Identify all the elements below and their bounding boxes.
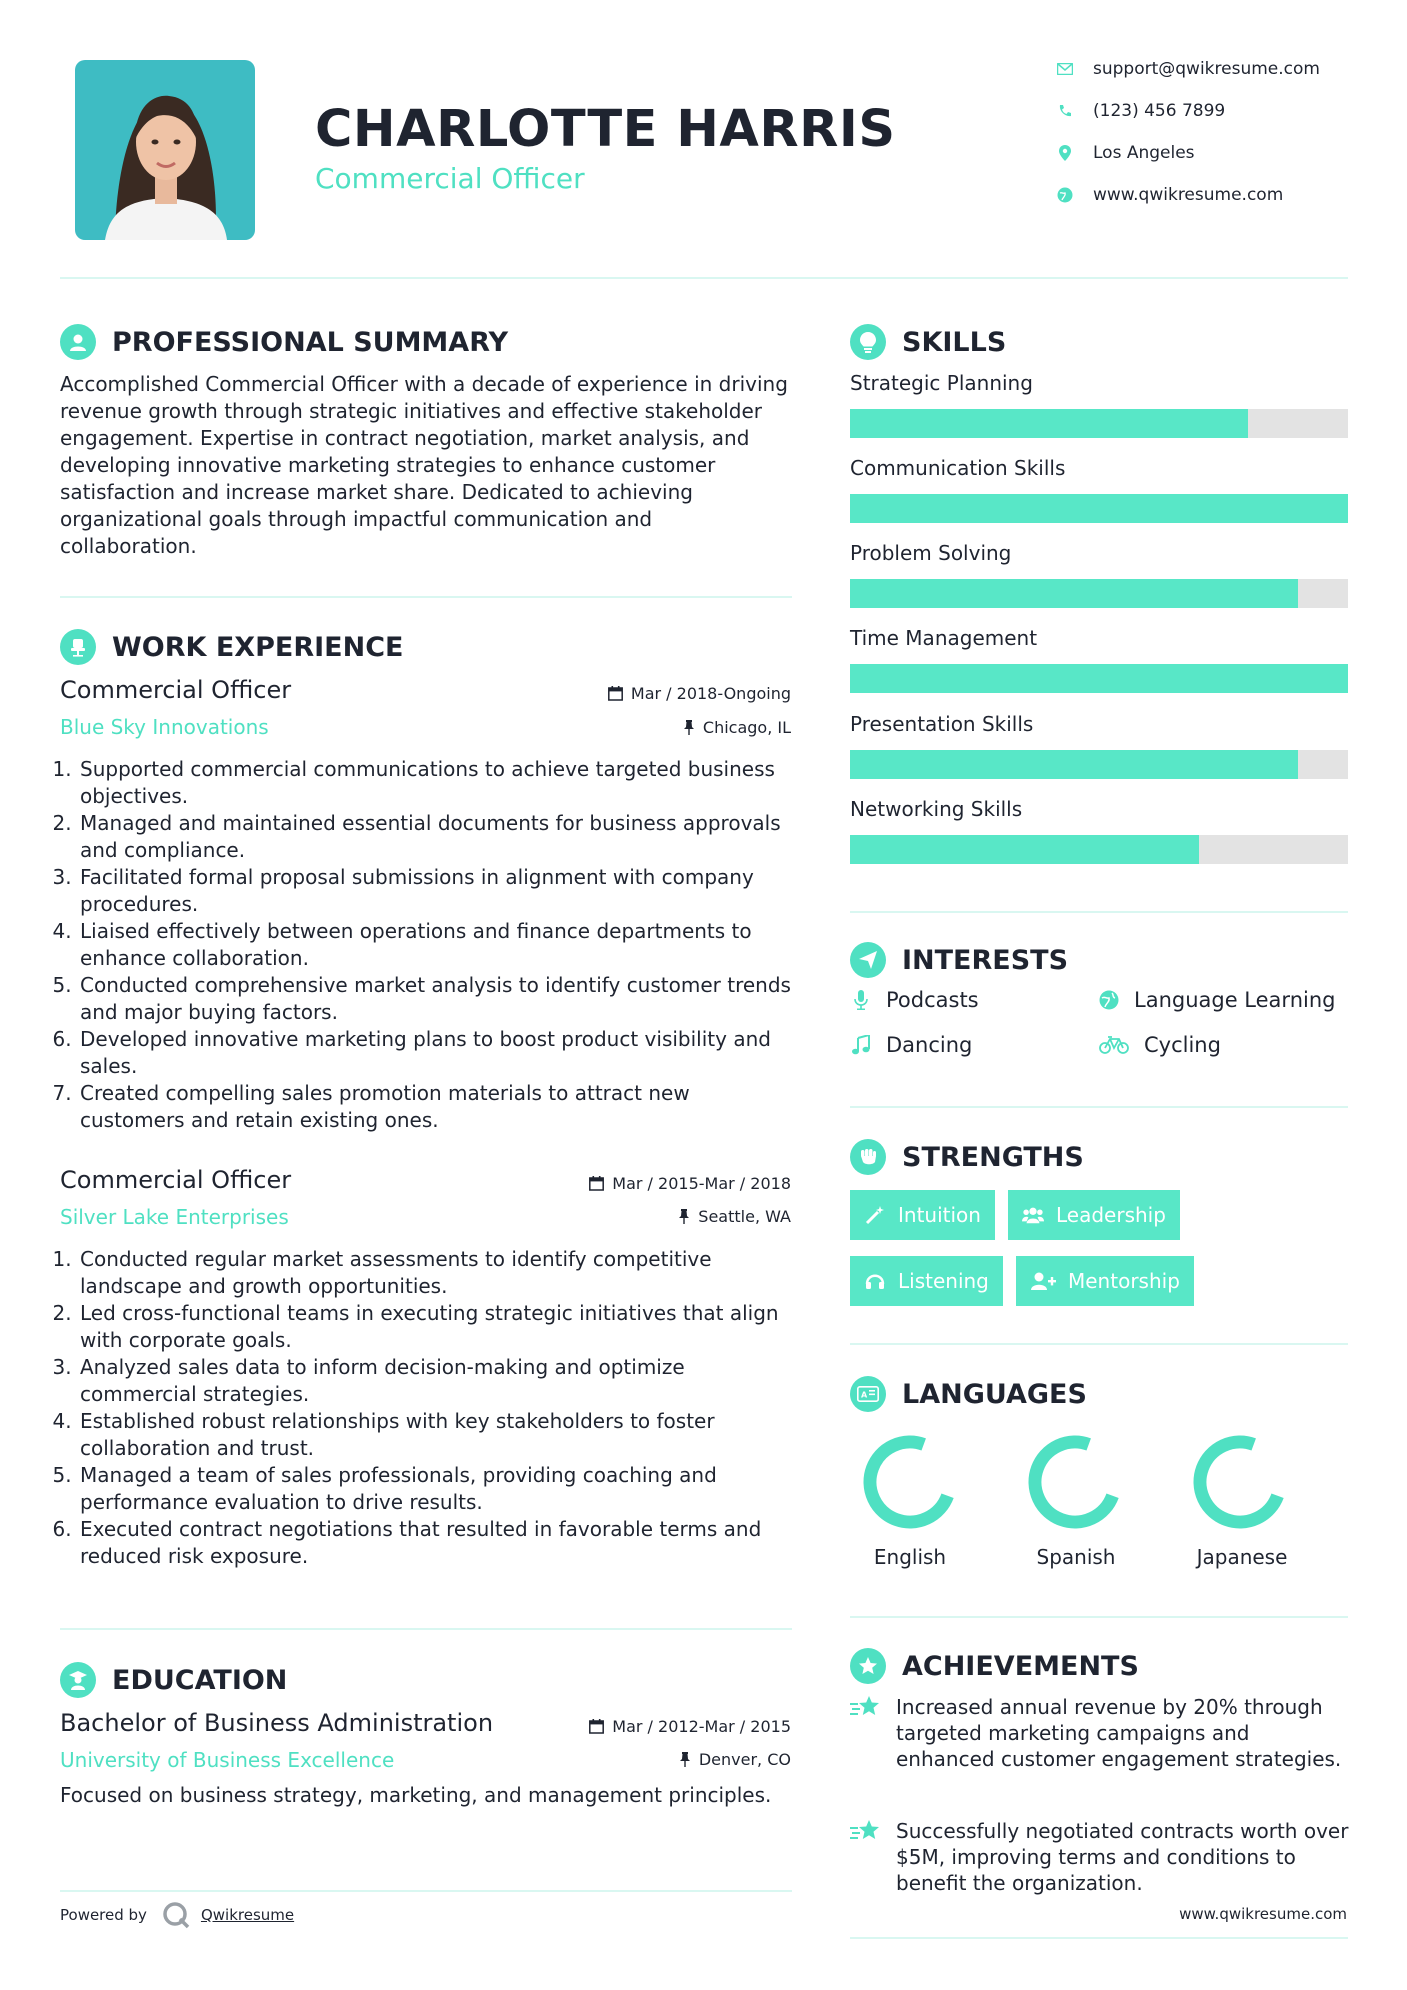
job-company: Silver Lake Enterprises bbox=[60, 1205, 289, 1229]
music-note-icon bbox=[850, 1034, 872, 1056]
microphone-icon bbox=[850, 989, 872, 1011]
skill-bar bbox=[850, 664, 1348, 693]
list-item: 6. Developed innovative marketing plans to boost product visibility and sales. bbox=[78, 1026, 795, 1080]
interest-item bbox=[1098, 988, 1335, 1012]
contact-phone-text: (123) 456 7899 bbox=[1093, 101, 1226, 121]
fist-icon bbox=[850, 1139, 886, 1175]
experience-divider bbox=[60, 1628, 792, 1630]
skill-bar-fill bbox=[850, 494, 1348, 523]
job-duties-list bbox=[60, 756, 795, 1134]
language-label: English bbox=[873, 1545, 947, 1569]
list-item: 7. Created compelling sales promotion materials to attract new customers and retain existing ones. bbox=[78, 1080, 795, 1134]
user-icon bbox=[60, 324, 96, 360]
job-location-text: Seattle, WA bbox=[698, 1207, 791, 1226]
calendar-icon bbox=[589, 1719, 604, 1734]
candidate-name: CHARLOTTE HARRIS bbox=[315, 100, 896, 159]
job-dates-text: Mar / 2018-Ongoing bbox=[630, 684, 791, 703]
contact-location bbox=[1055, 138, 1195, 168]
phone-icon bbox=[1055, 101, 1075, 121]
skill-bar bbox=[850, 835, 1348, 864]
skill-bar-fill bbox=[850, 835, 1199, 864]
education-dates-text: Mar / 2012-Mar / 2015 bbox=[612, 1717, 791, 1736]
skills-title: SKILLS bbox=[902, 326, 1007, 358]
skills-divider bbox=[850, 911, 1348, 913]
list-item: 3. Facilitated formal proposal submissions in alignment with company procedures. bbox=[78, 864, 795, 918]
education-divider bbox=[60, 1890, 792, 1892]
job-duties-list bbox=[60, 1246, 795, 1570]
paper-plane-icon bbox=[850, 942, 886, 978]
education-degree: Bachelor of Business Administration bbox=[60, 1709, 494, 1737]
users-icon bbox=[1022, 1204, 1044, 1226]
lightbulb-icon bbox=[850, 324, 886, 360]
strength-tag bbox=[850, 1190, 995, 1240]
list-item: 1. Conducted regular market assessments to identify competitive landscape and growth opportunities. bbox=[78, 1246, 795, 1300]
powered-by-label: Powered by bbox=[60, 1906, 147, 1924]
job-dates-text: Mar / 2015-Mar / 2018 bbox=[612, 1174, 791, 1193]
skill-bar-fill bbox=[850, 579, 1298, 608]
svg-text:A: A bbox=[861, 1390, 868, 1400]
experience-title: WORK EXPERIENCE bbox=[112, 631, 404, 663]
education-dates bbox=[589, 1717, 791, 1736]
list-item: 3. Analyzed sales data to inform decision-making and optimize commercial strategies. bbox=[78, 1354, 795, 1408]
skill-bar bbox=[850, 494, 1348, 523]
interest-item bbox=[1098, 1033, 1221, 1057]
skill-label: Communication Skills bbox=[850, 456, 1066, 480]
languages-title: LANGUAGES bbox=[902, 1378, 1087, 1410]
strength-label: Listening bbox=[898, 1269, 989, 1293]
education-title: EDUCATION bbox=[112, 1664, 288, 1696]
interests-heading bbox=[850, 940, 1068, 980]
language-label: Spanish bbox=[1036, 1545, 1116, 1569]
envelope-icon bbox=[1055, 59, 1075, 79]
achievement-item bbox=[850, 1694, 1350, 1772]
language-item bbox=[1190, 1432, 1290, 1536]
summary-text: Accomplished Commercial Officer with a decade of experience in driving revenue growth through strategic initiatives and effective stakeholder engagement. Expertise in contract negotiation, market analysis, and developing innovative marketing strategies to enhance customer satisfaction and increase market share. Dedicated to achieving organizational goals through impactful communication and collaboration. bbox=[60, 372, 788, 558]
contact-email[interactable] bbox=[1055, 54, 1320, 84]
job-company: Blue Sky Innovations bbox=[60, 715, 269, 739]
language-ring-arc bbox=[870, 1442, 948, 1522]
strength-tag bbox=[850, 1256, 1003, 1306]
strengths-title: STRENGTHS bbox=[902, 1141, 1084, 1173]
skill-bar-fill bbox=[850, 664, 1348, 693]
headphones-icon bbox=[864, 1270, 886, 1292]
contact-phone[interactable] bbox=[1055, 96, 1225, 126]
language-ring bbox=[1190, 1432, 1290, 1532]
education-text: Focused on business strategy, marketing, and management principles. bbox=[60, 1783, 772, 1807]
interests-divider bbox=[850, 1106, 1348, 1108]
interest-label: Language Learning bbox=[1134, 988, 1336, 1012]
contact-website[interactable] bbox=[1055, 180, 1283, 210]
interest-label: Podcasts bbox=[886, 988, 979, 1012]
language-card-icon bbox=[850, 1376, 886, 1412]
strengths-divider bbox=[850, 1343, 1348, 1345]
job-location bbox=[683, 718, 791, 737]
magic-wand-icon bbox=[864, 1204, 886, 1226]
education-school: University of Business Excellence bbox=[60, 1748, 395, 1772]
language-item bbox=[860, 1432, 960, 1536]
skill-bar bbox=[850, 409, 1348, 438]
globe-icon bbox=[1098, 989, 1120, 1011]
list-item: 2. Led cross-functional teams in executing strategic initiatives that align with corporate goals. bbox=[78, 1300, 795, 1354]
job-dates bbox=[608, 684, 791, 703]
skill-bar bbox=[850, 750, 1348, 779]
skill-label: Problem Solving bbox=[850, 541, 1012, 565]
education-location-text: Denver, CO bbox=[698, 1750, 791, 1769]
interest-item bbox=[850, 1033, 972, 1057]
header-divider bbox=[60, 277, 1348, 279]
job-dates bbox=[589, 1174, 791, 1193]
interest-label: Dancing bbox=[886, 1033, 973, 1057]
calendar-icon bbox=[608, 686, 623, 701]
pushpin-icon bbox=[679, 1752, 691, 1767]
education-heading bbox=[60, 1660, 287, 1700]
education-location bbox=[679, 1750, 791, 1769]
strength-label: Mentorship bbox=[1068, 1269, 1180, 1293]
summary-heading bbox=[60, 322, 508, 362]
achievement-item bbox=[850, 1818, 1350, 1896]
skill-bar-fill bbox=[850, 409, 1248, 438]
interest-item bbox=[850, 988, 979, 1012]
list-item: 4. Established robust relationships with key stakeholders to foster collaboration and trust. bbox=[78, 1408, 795, 1462]
user-plus-icon bbox=[1030, 1270, 1056, 1292]
strengths-heading bbox=[850, 1137, 1084, 1177]
skill-label: Strategic Planning bbox=[850, 371, 1033, 395]
language-label: Japanese bbox=[1196, 1545, 1288, 1569]
candidate-role: Commercial Officer bbox=[315, 162, 585, 195]
strength-label: Intuition bbox=[898, 1203, 981, 1227]
pushpin-icon bbox=[678, 1209, 690, 1224]
skill-bar bbox=[850, 579, 1348, 608]
achievement-text: Increased annual revenue by 20% through targeted marketing campaigns and enhanced customer engagement strategies. bbox=[896, 1695, 1342, 1771]
achievements-title: ACHIEVEMENTS bbox=[902, 1650, 1139, 1682]
language-ring-arc bbox=[1200, 1442, 1278, 1522]
briefcase-chair-icon bbox=[60, 629, 96, 665]
experience-heading bbox=[60, 627, 403, 667]
graduate-icon bbox=[60, 1662, 96, 1698]
achievements-divider bbox=[850, 1937, 1348, 1939]
contact-location-text: Los Angeles bbox=[1093, 143, 1195, 163]
strength-label: Leadership bbox=[1056, 1203, 1166, 1227]
skill-label: Time Management bbox=[850, 626, 1038, 650]
calendar-icon bbox=[589, 1176, 604, 1191]
shooting-star-icon bbox=[850, 1818, 882, 1848]
pushpin-icon bbox=[683, 720, 695, 735]
list-item: 5. Conducted comprehensive market analysis to identify customer trends and major buying factors. bbox=[78, 972, 795, 1026]
interest-label: Cycling bbox=[1144, 1033, 1221, 1057]
skill-label: Presentation Skills bbox=[850, 712, 1034, 736]
map-pin-icon bbox=[1055, 143, 1075, 163]
achievement-text: Successfully negotiated contracts worth over $5M, improving terms and conditions to benefit the organization. bbox=[896, 1819, 1349, 1895]
globe-icon bbox=[1055, 185, 1075, 205]
languages-divider bbox=[850, 1616, 1348, 1618]
list-item: 6. Executed contract negotiations that resulted in favorable terms and reduced risk exposure. bbox=[78, 1516, 795, 1570]
skills-heading bbox=[850, 322, 1006, 362]
job-location bbox=[678, 1207, 791, 1226]
star-badge-icon bbox=[850, 1648, 886, 1684]
job-title: Commercial Officer bbox=[60, 1166, 292, 1194]
list-item: 5. Managed a team of sales professionals, providing coaching and performance evaluation to drive results. bbox=[78, 1462, 795, 1516]
summary-title: PROFESSIONAL SUMMARY bbox=[112, 326, 509, 358]
achievements-heading bbox=[850, 1646, 1139, 1686]
profile-photo bbox=[75, 60, 255, 240]
skill-bar-fill bbox=[850, 750, 1298, 779]
footer-website[interactable]: www.qwikresume.com bbox=[1179, 1905, 1347, 1923]
language-item bbox=[1025, 1432, 1125, 1536]
language-ring bbox=[1025, 1432, 1125, 1532]
strength-tag bbox=[1016, 1256, 1194, 1306]
contact-website-text: www.qwikresume.com bbox=[1093, 185, 1284, 205]
list-item: 2. Managed and maintained essential documents for business approvals and compliance. bbox=[78, 810, 795, 864]
interests-title: INTERESTS bbox=[902, 944, 1069, 976]
job-title: Commercial Officer bbox=[60, 676, 292, 704]
list-item: 4. Liaised effectively between operations and finance departments to enhance collaboration. bbox=[78, 918, 795, 972]
list-item: 1. Supported commercial communications to achieve targeted business objectives. bbox=[78, 756, 795, 810]
powered-by bbox=[60, 1900, 294, 1930]
brand-link[interactable]: Qwikresume bbox=[200, 1906, 295, 1924]
bicycle-icon bbox=[1098, 1034, 1130, 1056]
language-ring-arc bbox=[1035, 1442, 1113, 1522]
summary-divider bbox=[60, 596, 792, 598]
job-location-text: Chicago, IL bbox=[702, 718, 791, 737]
shooting-star-icon bbox=[850, 1694, 882, 1724]
language-ring bbox=[860, 1432, 960, 1532]
qwikresume-logo-icon bbox=[161, 1900, 191, 1930]
strength-tag bbox=[1008, 1190, 1180, 1240]
contact-email-text: support@qwikresume.com bbox=[1093, 59, 1320, 79]
skill-label: Networking Skills bbox=[850, 797, 1023, 821]
languages-heading bbox=[850, 1374, 1087, 1414]
